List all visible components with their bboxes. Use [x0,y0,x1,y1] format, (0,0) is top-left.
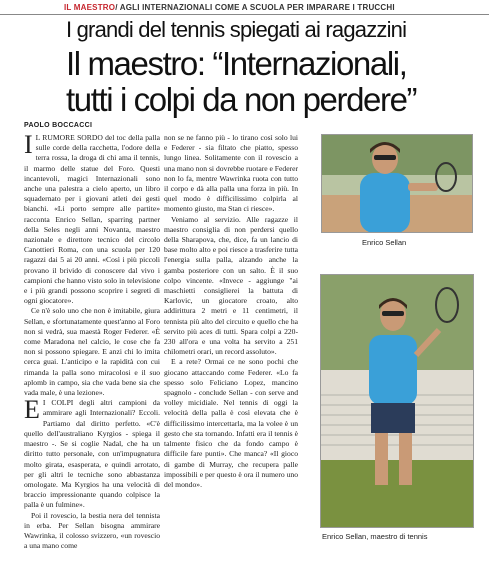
photo-sellan-portrait [321,134,473,233]
kicker-divider [0,14,489,15]
kicker-text: / AGLI INTERNAZIONALI COME A SCUOLA PER IMPARARE I TRUCCHI [115,3,395,12]
paragraph [24,395,160,510]
paragraph [24,130,160,306]
headline-line-1: Il maestro: “Internazionali, [66,45,407,82]
headline-line-2: tutti i colpi da non perdere” [66,81,417,118]
byline: PAOLO BOCCACCI [24,122,93,129]
paragraph: E a rete? Ormai ce ne sono pochi che giocano attaccando come Federer. «Lo fa spesso solo Feliciano Lopez, mancino spagnolo - conclude Sellan - con serve and volley micidiale. Nel tennis di oggi la velocità della palla è così elevata che è difficilissimo intercettarla, ma la volee è un gesto che sta tornando. Infatti era il tennis è talmente fisico che da fondo campo è difficile fare punti». Che manca? «Il gioco di gambe di Murray, che recupera palle impossibili e per questo è ora il numero uno del mondo». [164,357,298,489]
section-kicker [64,3,395,12]
drop-cap: E [24,395,40,425]
paragraph-text: I COLPI degli altri campioni da ammirare agli Internazionali? Eccoli. Partiamo dal diritto perfetto. «C'è quello dell'australiano Kyrgios - spiega il maestro -. Se si coglie Nadal, che ha un diritto tutto personale, con un'impugnatura molto girata, esasperata, e quindi arrotato, per gli altri le tecniche sono abbastanza omologate. Ma Kyrgios ha una velocità di braccio impressionante quando colpisce la palla è un fulmine». [24,398,160,510]
drop-cap: I [24,130,33,159]
paragraph-text: L RUMORE SORDO del toc della palla sulle corde della racchetta, l'odore della terra rossa, la droga di chi ama il tennis, il marmo delle statue del Foro. Questi incantevoli, magici Internazionali sono anche una palestra a cielo aperto, un libro squadernato per i giovani atleti dei gesti bianchi. «Li porto sempre alle partite» racconta Enrico Sellan, sparring partner della Seles negli anni Novanta, maestro nazionale e direttore tecnico del circolo Canottieri Roma, con una scuola per 120 ragazzi dai 5 ai 20 anni. «Così i più piccoli provano il brivido di conoscere dal vivo i campioni che hanno visto solo in televisione e i più grandi possono scoprire i segreti di ogni giocatore». [24,133,160,306]
tennis-player-illustration [322,135,472,232]
paragraph: Veniamo al servizio. Alle ragazze il maestro consiglia di non perdersi quello della Sharapova, che, dice, fa un lancio di base molto alto e poi riesce a trasferire tutta l'energia sulla palla, alzando anche la gamba posteriore con un salto. È il suo colpo vincente. «Invece - aggiunge "ai maschietti consiglierei la battuta di Karlovic, un giocatore croato, alto addirittura 2 metri e 11 centimetri, il tennista più alto del circuito e quello che ha servito più aces di tutti. Spara colpi a 220-230 all'ora e una volta ha servito a 251 chilometri orari, un record assoluto». [164,214,298,357]
tennis-court-illustration [321,275,473,527]
paragraph: Ce n'è solo uno che non è imitabile, giura Sellan, e sfortunatamente quest'anno al Foro non si vedrà, sua maestà Roger Federer. «È come Maradona nel calcio, le cose che fa non si possono spiegare. E anzi chi lo imita cerca guai. L'anticipo e la rapidità con cui rimanda la palla sono miracolosi e il suo aplomb in campo, sia che vada bene sia che vada male, è una lezione». [24,306,160,398]
paragraph: non se ne fanno più - lo tirano così solo lui e Federer - sia filtato che piatto, spesso lungo linea. Solitamente con il rovescio a una mano non si dovrebbe ruotare e Federer non lo fa, mentre Wawrinka ruota con tutto il corpo e dà alla palla una forza in più. In quel modo è difficilissimo colpirla al momento giusto, ma Stan ci riesce». [164,133,298,214]
paragraph: Poi il rovescio, la bestia nera del tennista in erba. Per Sellan bisogna ammirare Wawrinka, il colosso svizzero, «un rovescio a una mano come [24,510,160,551]
kicker-section: IL MAESTRO [64,3,116,12]
photo-caption-2: Enrico Sellan, maestro di tennis [322,532,428,541]
headline-overline: I grandi del tennis spiegati ai ragazzini [66,17,407,42]
article-column-2 [164,133,298,490]
photo-caption-1: Enrico Sellan [362,238,407,247]
photo-sellan-court [320,274,474,528]
article-column-1 [24,130,160,551]
